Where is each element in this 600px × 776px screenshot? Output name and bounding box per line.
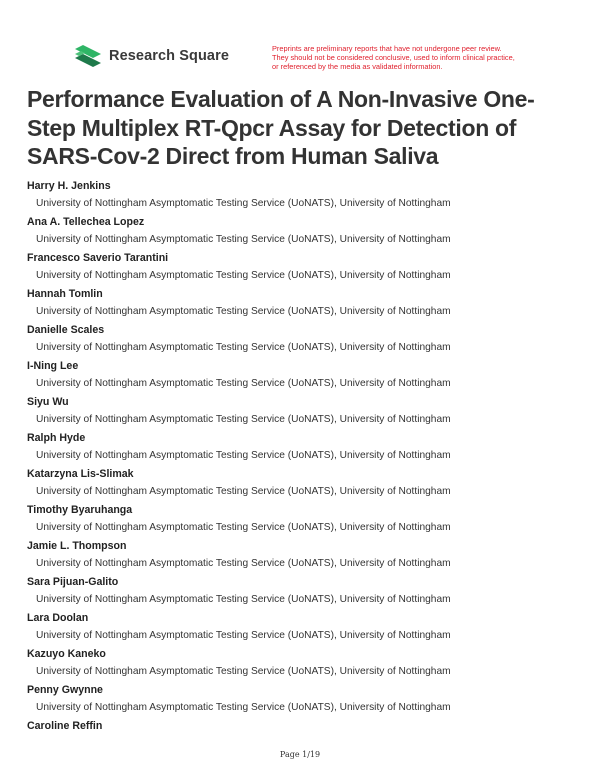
author-entry [27, 287, 577, 323]
author-name[interactable]: Danielle Scales [27, 324, 105, 336]
author-entry [27, 611, 577, 647]
author-name[interactable]: Hannah Tomlin [27, 288, 103, 300]
author-affiliation: University of Nottingham Asymptomatic Testing Service (UoNATS), University of Nottingham [36, 414, 451, 425]
research-square-logo-icon [75, 45, 101, 67]
author-name[interactable]: Penny Gwynne [27, 684, 103, 696]
logo-word-research: Research [109, 48, 176, 64]
author-name[interactable]: Caroline Reffin [27, 720, 103, 732]
author-name[interactable]: Lara Doolan [27, 612, 89, 624]
author-entry [27, 431, 577, 467]
author-name[interactable]: Ralph Hyde [27, 432, 86, 444]
author-entry [27, 215, 577, 251]
author-entry [27, 323, 577, 359]
author-name[interactable]: Siyu Wu [27, 396, 69, 408]
logo-wordmark [109, 48, 229, 64]
author-name[interactable]: Jamie L. Thompson [27, 540, 127, 552]
author-entry [27, 503, 577, 539]
author-list [27, 179, 577, 755]
author-entry [27, 179, 577, 215]
author-entry [27, 647, 577, 683]
author-name[interactable]: I-Ning Lee [27, 360, 79, 372]
author-affiliation: University of Nottingham Asymptomatic Testing Service (UoNATS), University of Nottingham [36, 198, 451, 209]
paper-title: Performance Evaluation of A Non-Invasive One-Step Multiplex RT-Qpcr Assay for Detection of SARS-Cov-2 Direct from Human Saliva [27, 86, 535, 169]
author-name[interactable]: Ana A. Tellechea Lopez [27, 216, 145, 228]
preprint-notice [272, 44, 534, 72]
research-square-logo[interactable] [75, 45, 229, 67]
page-number: Page 1/19 [279, 750, 321, 759]
author-affiliation: University of Nottingham Asymptomatic Testing Service (UoNATS), University of Nottingham [36, 270, 451, 281]
author-name[interactable]: Kazuyo Kaneko [27, 648, 106, 660]
author-affiliation: University of Nottingham Asymptomatic Testing Service (UoNATS), University of Nottingham [36, 306, 451, 317]
author-name[interactable]: Timothy Byaruhanga [27, 504, 133, 516]
notice-line: or referenced by the media as validated information. [272, 62, 443, 72]
author-affiliation: University of Nottingham Asymptomatic Testing Service (UoNATS), University of Nottingham [36, 342, 451, 353]
author-entry [27, 539, 577, 575]
author-entry [27, 683, 577, 719]
notice-line: Preprints are preliminary reports that have not undergone peer review. [272, 44, 502, 53]
author-affiliation: University of Nottingham Asymptomatic Testing Service (UoNATS), University of Nottingham [36, 522, 451, 533]
logo-word-square: Square [179, 48, 229, 64]
author-entry [27, 467, 577, 503]
author-affiliation: University of Nottingham Asymptomatic Testing Service (UoNATS), University of Nottingham [36, 558, 451, 569]
author-entry [27, 359, 577, 395]
author-affiliation: University of Nottingham Asymptomatic Testing Service (UoNATS), University of Nottingham [36, 486, 451, 497]
author-affiliation: University of Nottingham Asymptomatic Testing Service (UoNATS), University of Nottingham [36, 234, 451, 245]
author-affiliation: University of Nottingham Asymptomatic Testing Service (UoNATS), University of Nottingham [36, 594, 451, 605]
author-affiliation: University of Nottingham Asymptomatic Testing Service (UoNATS), University of Nottingham [36, 666, 451, 677]
author-entry [27, 395, 577, 431]
author-entry [27, 251, 577, 287]
author-name[interactable]: Katarzyna Lis-Slimak [27, 468, 134, 480]
notice-line: They should not be considered conclusive, used to inform clinical practice, [272, 53, 515, 63]
author-name[interactable]: Francesco Saverio Tarantini [27, 252, 169, 264]
author-affiliation: University of Nottingham Asymptomatic Testing Service (UoNATS), University of Nottingham [36, 702, 451, 713]
author-name[interactable]: Harry H. Jenkins [27, 180, 111, 192]
author-name[interactable]: Sara Pijuan-Galito [27, 576, 119, 588]
author-affiliation: University of Nottingham Asymptomatic Testing Service (UoNATS), University of Nottingham [36, 378, 451, 389]
author-entry [27, 575, 577, 611]
author-affiliation: University of Nottingham Asymptomatic Testing Service (UoNATS), University of Nottingham [36, 630, 451, 641]
author-affiliation: University of Nottingham Asymptomatic Testing Service (UoNATS), University of Nottingham [36, 450, 451, 461]
